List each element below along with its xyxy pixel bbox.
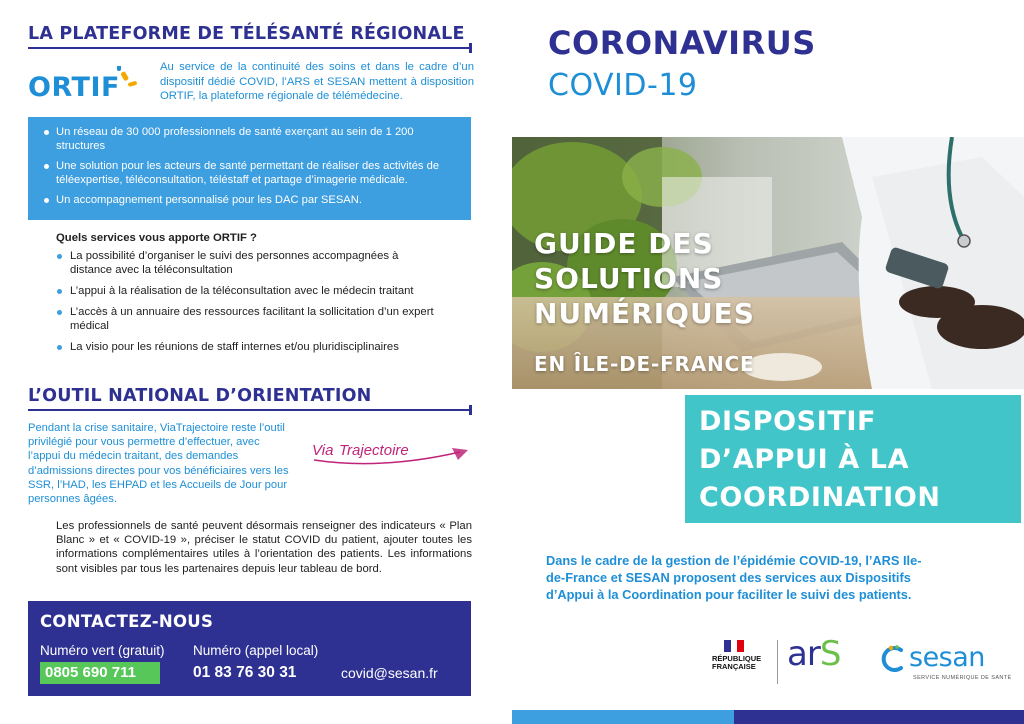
via-logo-part2: Trajectoire — [339, 442, 409, 459]
highlight-item: Un accompagnement personnalisé pour les DAC par SESAN. — [42, 193, 457, 207]
free-phone-number[interactable]: 0805 690 711 — [40, 662, 160, 684]
region-subtitle: EN ÎLE-DE-FRANCE — [534, 352, 755, 376]
marianne-flag-icon — [724, 640, 744, 652]
dac-title-line: D’APPUI À LA — [699, 444, 910, 475]
platform-section-title: LA PLATEFORME DE TÉLÉSANTÉ RÉGIONALE — [28, 24, 465, 44]
ortif-logo-text: ORTIF — [28, 72, 120, 103]
contact-box — [28, 601, 471, 696]
guide-title-line: NUMÉRIQUES — [534, 297, 755, 330]
ortif-highlights-box — [28, 117, 471, 220]
professionals-text: Les professionnels de santé peuvent désormais renseigner des indicateurs « Plan Blanc » et « COVID-19 », préciser le statut COVID du patient, ajouter toutes les informations complémentaires utiles à l’orientation des patients. Les informations sont visibles par tous les partenaires depuis leur tableau de bord. — [56, 520, 472, 575]
contact-title: CONTACTEZ-NOUS — [40, 612, 214, 631]
francaise-label: FRANÇAISE — [712, 662, 756, 671]
republique-label: RÉPUBLIQUE — [712, 654, 762, 663]
dac-title-line: DISPOSITIF — [699, 406, 877, 437]
sesan-logo — [877, 640, 1012, 686]
dac-title-line: COORDINATION — [699, 482, 941, 513]
service-item: La visio pour les réunions de staff internes et/ou pluridisciplinaires — [56, 340, 440, 354]
viatrajectoire-logo — [312, 440, 472, 476]
right-panel — [512, 0, 1024, 724]
viatrajectoire-text: Pendant la crise sanitaire, ViaTrajectoire reste l’outil privilégié pour vous permettre d’effectuer, avec l’appui du médecin traitant, des demandes d’admissions directes pour vos bénéficiaires vers les SSR, l’HAD, les EHPAD et les Accueils de Jour pour personnes âgées. — [28, 422, 289, 506]
section-divider — [28, 47, 471, 49]
bottom-accent-bar — [734, 710, 1024, 724]
logo-divider — [777, 640, 778, 684]
republique-francaise-logo — [712, 638, 762, 688]
national-section-title: L’OUTIL NATIONAL D’ORIENTATION — [28, 386, 372, 406]
free-number-label: Numéro vert (gratuit) — [40, 643, 165, 658]
ortif-intro-text: Au service de la continuité des soins et dans le cadre d’un dispositif dédié COVID, l’ARS et SESAN mettent à disposition ORTIF, la plateforme régionale de télémédecine. — [160, 61, 474, 102]
guide-title — [534, 226, 804, 331]
ortif-logo — [28, 66, 138, 108]
local-phone-number[interactable]: 01 83 76 30 31 — [193, 664, 297, 681]
local-number-label: Numéro (appel local) — [193, 643, 319, 658]
partner-logos — [712, 634, 1012, 688]
ars-logo-s: S — [819, 634, 841, 674]
coronavirus-heading: CORONAVIRUS — [548, 24, 816, 62]
ars-logo — [787, 634, 857, 686]
services-list — [56, 249, 440, 361]
guide-title-line: GUIDE DES — [534, 227, 714, 260]
via-logo-part1: Via — [312, 442, 334, 459]
services-heading: Quels services vous apporte ORTIF ? — [56, 232, 257, 244]
ars-logo-ar: ar — [787, 634, 820, 674]
service-item: L’appui à la réalisation de la téléconsultation avec le médecin traitant — [56, 284, 440, 298]
sesan-tagline: SERVICE NUMÉRIQUE DE SANTÉ — [913, 675, 1012, 681]
highlight-item: Une solution pour les acteurs de santé permettant de réaliser des activités de téléexpertise, téléconsultation, téléstaff et partage d’imagerie médicale. — [42, 159, 457, 187]
highlight-item: Un réseau de 30 000 professionnels de santé exerçant au sein de 1 200 structures — [42, 125, 457, 153]
section-divider — [28, 409, 471, 411]
contact-email-link[interactable]: covid@sesan.fr — [341, 665, 438, 681]
service-item: L’accès à un annuaire des ressources facilitant la sollicitation d’un expert médical — [56, 305, 440, 333]
service-item: La possibilité d’organiser le suivi des personnes accompagnées à distance avec la téléconsultation — [56, 249, 440, 277]
covid-subheading: COVID-19 — [548, 68, 698, 103]
dac-title-box — [682, 392, 1024, 526]
guide-title-line: SOLUTIONS — [534, 262, 724, 295]
sesan-mark-icon — [877, 644, 907, 674]
bottom-accent-bar — [512, 710, 734, 724]
sesan-logo-text: sesan — [909, 642, 985, 673]
cover-intro-text: Dans le cadre de la gestion de l’épidémie COVID-19, l’ARS Ile-de-France et SESAN proposent des services aux Dispositifs d’Appui à la Coordination pour faciliter le suivi des patients. — [546, 553, 922, 602]
